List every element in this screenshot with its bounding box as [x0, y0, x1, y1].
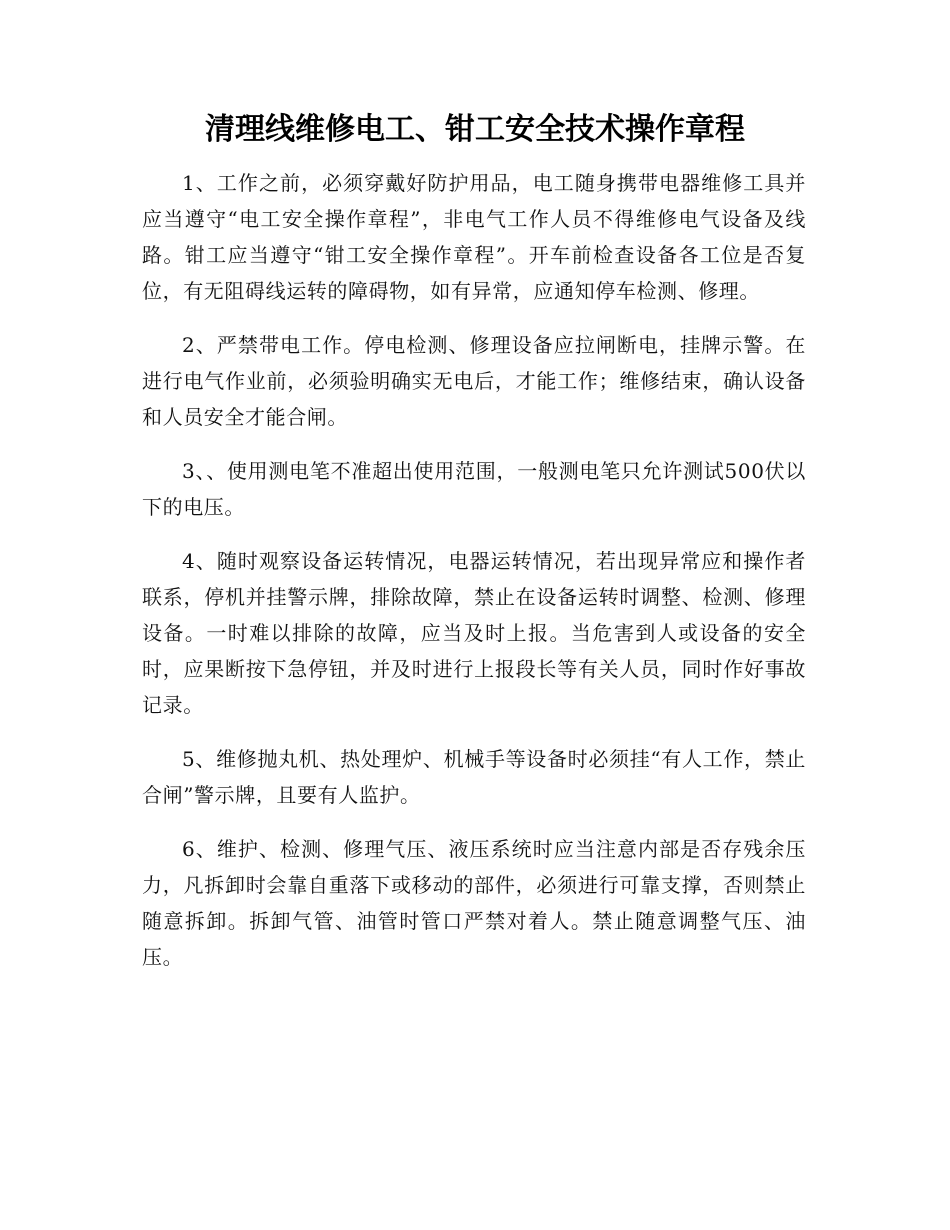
document-title: 清理线维修电工、钳工安全技术操作章程 — [205, 112, 745, 147]
paragraph-1: 1、工作之前，必须穿戴好防护用品，电工随身携带电器维修工具并应当遵守“电工安全操作章程”，非电气工作人员不得维修电气设备及线路。钳工应当遵守“钳工安全操作章程”。开车前检查设备各工位是否复位，有无阻碍线运转的障碍物，如有异常，应通知停车检测、修理。 — [142, 171, 806, 303]
document-body — [142, 165, 806, 993]
paragraph-5: 5、维修抛丸机、热处理炉、机械手等设备时必须挂“有人工作，禁止合闸”警示牌，且要有人监护。 — [142, 747, 806, 807]
paragraph-2: 2、严禁带电工作。停电检测、修理设备应拉闸断电，挂牌示警。在进行电气作业前，必须验明确实无电后，才能工作；维修结束，确认设备和人员安全才能合闸。 — [142, 333, 806, 429]
paragraph-4: 4、随时观察设备运转情况，电器运转情况，若出现异常应和操作者联系，停机并挂警示牌，排除故障，禁止在设备运转时调整、检测、修理设备。一时难以排除的故障，应当及时上报。当危害到人或设备的安全时，应果断按下急停钮，并及时进行上报段长等有关人员，同时作好事故记录。 — [142, 549, 806, 717]
paragraph-6: 6、维护、检测、修理气压、液压系统时应当注意内部是否存残余压力，凡拆卸时会靠自重落下或移动的部件，必须进行可靠支撑，否则禁止随意拆卸。拆卸气管、油管时管口严禁对着人。禁止随意调整气压、油压。 — [142, 837, 806, 969]
paragraph-3: 3、、使用测电笔不准超出使用范围，一般测电笔只允许测试500伏以下的电压。 — [142, 459, 806, 519]
